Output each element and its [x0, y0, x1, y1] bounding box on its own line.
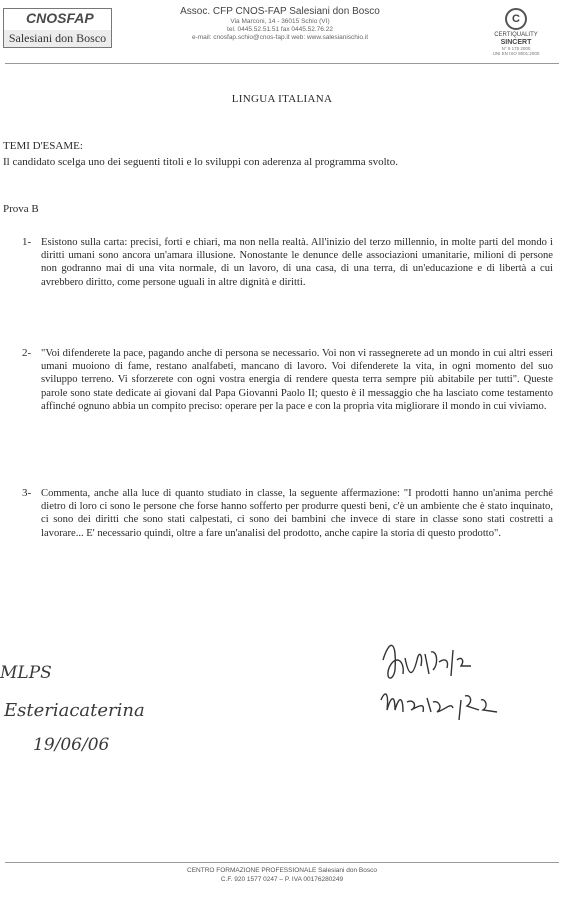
signatures: [375, 630, 515, 740]
cnosfap-logo: [3, 8, 112, 48]
cert-line1: N° 9 175 2000: [501, 46, 531, 51]
footer: [0, 866, 564, 884]
handwritten-mlps: MLPS: [0, 663, 52, 683]
test-label: Prova B: [3, 203, 39, 215]
cert-line2: UNI EN ISO 9001:2000: [492, 51, 540, 56]
org-address: Via Marconi, 14 - 36015 Schio (VI): [230, 18, 330, 25]
cert-symbol: C: [505, 8, 527, 30]
subject-title: LINGUA ITALIANA: [231, 93, 333, 105]
org-phone: tel. 0445.52.51.51 fax 0445.52.76.22: [227, 26, 333, 33]
cert-name: CERTIQUALITY: [494, 32, 538, 38]
item-number-3: 3-: [22, 487, 32, 499]
letterhead-info: [170, 6, 390, 42]
item-text-3: Commenta, anche alla luce di quanto studiato in classe, la seguente affermazione: "I prodotti hanno un'anima perché dietro di loro ci sono le persone che forse hanno sofferto per produrre questi beni, c'è un ambiente che è stato inquinato, ci sono dei diritti che sono stati calpestati, ci sono dei bambini che invece di stare in classe sono stati costretti a lavorare... E' necessario quindi, oltre a fare un'analisi del prodotto, anche capire la storia di questo prodotto".: [41, 488, 553, 539]
item-text-2: "Voi difenderete la pace, pagando anche di persona se necessario. Voi non vi rassegnerete ad un mondo in cui altri esseri umani muoiono di fame, restano analfabeti, mancano di lavoro. Voi difenderete la vita, in ogni momento del suo sviluppo terreno. Vi sforzerete con ogni vostra energia di rendere questa terra sempre più abitabile per tutti". Queste parole sono state dedicate ai giovani dal Papa Giovanni Paolo II; questo è il messaggio che ha lasciato come testamento affinché ognuno abbia un compito preciso: operare per la pace e con la propria vita migliorare il mondo in cui viviamo.: [41, 348, 553, 412]
handwritten-date: 19/06/06: [33, 735, 110, 755]
item-number-2: 2-: [22, 347, 32, 359]
item-text-1: Esistono sulla carta: precisi, forti e chiari, ma non nella realtà. All'inizio del terzo millennio, in molte parti del mondo i diritti umani sono ancora un'amara illusione. Nonostante le denunce delle associazioni umanitarie, milioni di persone non godranno mai di una vita normale, di un lavoro, di una casa, di una terra, di un'educazione e di libertà a cui avrebbero diritto, come persone uguali in altre dignità e diritti.: [41, 237, 553, 288]
footer-line-2: C.F. 920 1577 0247 – P. IVA 00176280249: [220, 876, 344, 883]
org-title: Assoc. CFP CNOS-FAP Salesiani don Bosco: [180, 6, 380, 17]
header-divider: [5, 63, 559, 64]
footer-divider: [5, 862, 559, 863]
org-contacts: e-mail: cnosfap.schio@cnos-fap.it web: www.salesianischio.it: [191, 34, 369, 41]
footer-line-1: CENTRO FORMAZIONE PROFESSIONALE Salesiani don Bosco: [187, 867, 377, 874]
instructions: Il candidato scelga uno dei seguenti titoli e lo sviluppi con aderenza al programma svolto.: [3, 156, 398, 168]
logo-top-text: CNOSFAP: [26, 10, 94, 26]
handwritten-name: Esteriacaterina: [4, 700, 145, 721]
item-number-1: 1-: [22, 236, 32, 248]
certification-logo: [484, 8, 548, 66]
cert-sincert: SINCERT: [500, 39, 532, 46]
section-title: TEMI D'ESAME:: [3, 140, 83, 152]
logo-bottom-text: Salesiani don Bosco: [4, 30, 111, 47]
